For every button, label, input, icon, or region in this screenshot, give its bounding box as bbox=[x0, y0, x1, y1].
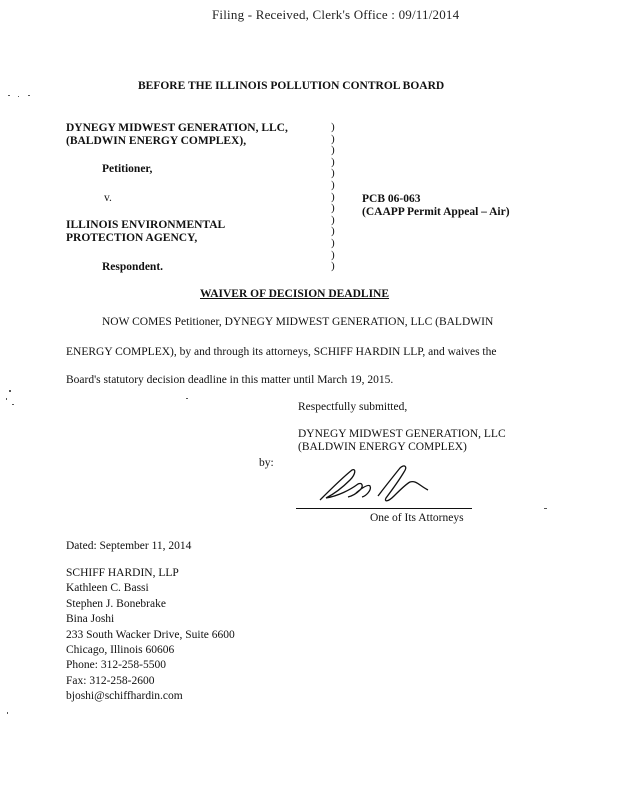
firm-email: bjoshi@schiffhardin.com bbox=[66, 690, 183, 703]
firm-address-block bbox=[66, 566, 235, 705]
firm-street: 233 South Wacker Drive, Suite 6600 bbox=[66, 628, 235, 641]
scan-speck bbox=[12, 404, 14, 405]
party-line-2: (BALDWIN ENERGY COMPLEX) bbox=[298, 441, 467, 453]
petitioner-name-line-1: DYNEGY MIDWEST GENERATION, LLC, bbox=[66, 122, 288, 134]
petitioner-name-line-2: (BALDWIN ENERGY COMPLEX), bbox=[66, 135, 247, 147]
body-line-2: ENERGY COMPLEX), by and through its attorneys, SCHIFF HARDIN LLP, and waives the bbox=[66, 346, 497, 358]
firm-name: SCHIFF HARDIN, LLP bbox=[66, 567, 179, 579]
firm-city: Chicago, Illinois 60606 bbox=[66, 644, 175, 657]
respondent-name-line-1: ILLINOIS ENVIRONMENTAL bbox=[66, 219, 226, 231]
petitioner-role: Petitioner, bbox=[102, 163, 153, 175]
scan-speck bbox=[28, 95, 30, 96]
caption-parenthesis-column: ) ) ) ) ) ) ) ) ) ) ) ) ) bbox=[331, 121, 335, 273]
scan-speck bbox=[7, 712, 8, 714]
by-label: by: bbox=[259, 457, 274, 469]
signer-role: One of Its Attorneys bbox=[370, 512, 464, 524]
scan-speck bbox=[6, 398, 7, 400]
scan-speck bbox=[8, 95, 10, 96]
versus: v. bbox=[104, 192, 112, 204]
filing-stamp: Filing - Received, Clerk's Office : 09/11/2014 bbox=[212, 7, 460, 22]
case-number: PCB 06-063 bbox=[362, 193, 421, 205]
board-heading: BEFORE THE ILLINOIS POLLUTION CONTROL BOARD bbox=[138, 80, 445, 92]
respondent-role: Respondent. bbox=[102, 261, 164, 273]
signature-line bbox=[296, 508, 472, 509]
case-type: (CAAPP Permit Appeal – Air) bbox=[362, 206, 510, 218]
scan-speck bbox=[186, 398, 188, 399]
attorney-name: Bina Joshi bbox=[66, 613, 115, 626]
document-title: WAIVER OF DECISION DEADLINE bbox=[200, 288, 390, 300]
respectfully-submitted: Respectfully submitted, bbox=[298, 401, 408, 413]
scan-speck bbox=[544, 508, 547, 509]
respondent-name-line-2: PROTECTION AGENCY, bbox=[66, 232, 198, 244]
firm-fax: Fax: 312-258-2600 bbox=[66, 674, 155, 687]
firm-phone: Phone: 312-258-5500 bbox=[66, 659, 166, 672]
scan-speck bbox=[18, 96, 19, 97]
dated-line: Dated: September 11, 2014 bbox=[66, 540, 192, 552]
body-line-3: Board's statutory decision deadline in this matter until March 19, 2015. bbox=[66, 374, 394, 386]
body-line-1: NOW COMES Petitioner, DYNEGY MIDWEST GENERATION, LLC (BALDWIN bbox=[102, 316, 494, 328]
signature-image bbox=[312, 460, 452, 508]
party-line-1: DYNEGY MIDWEST GENERATION, LLC bbox=[298, 428, 506, 440]
attorney-name: Stephen J. Bonebrake bbox=[66, 597, 166, 610]
scan-speck bbox=[9, 390, 11, 392]
attorney-name: Kathleen C. Bassi bbox=[66, 582, 149, 595]
